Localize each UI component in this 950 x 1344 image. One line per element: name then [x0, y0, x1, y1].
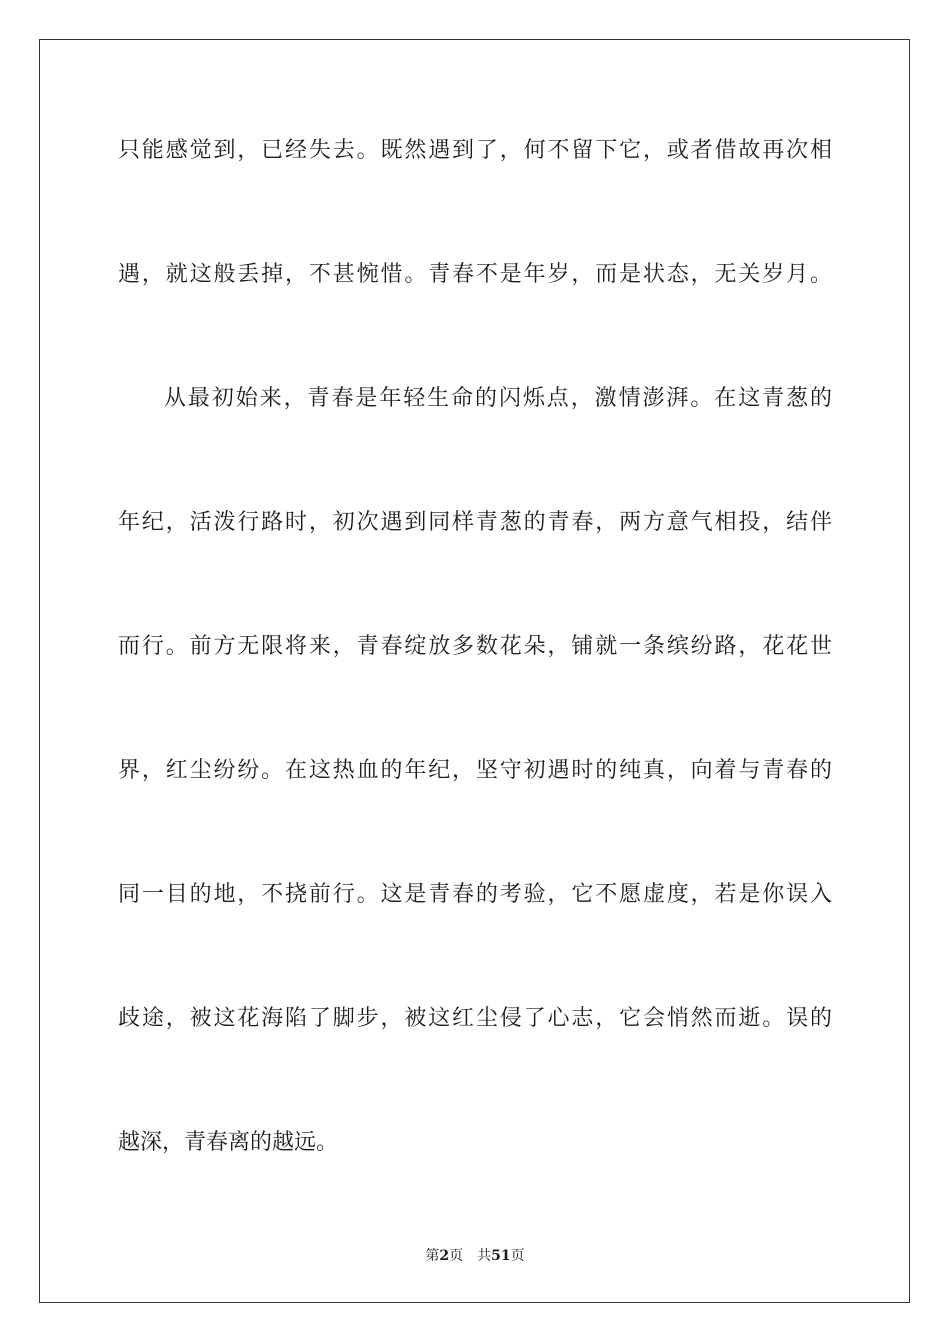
page-border: [39, 39, 910, 1303]
page-footer: [0, 1246, 950, 1266]
text-line-5: 而行。前方无限将来，青春绽放多数花朵，铺就一条缤纷路，花花世: [118, 634, 832, 659]
page-number: 2: [439, 1248, 450, 1264]
page-suffix: 页: [449, 1248, 464, 1264]
text-line-1: 只能感觉到，已经失去。既然遇到了，何不留下它，或者借故再次相: [118, 138, 832, 163]
text-line-7: 同一目的地，不挠前行。这是青春的考验，它不愿虚度，若是你误入: [118, 882, 832, 907]
text-line-4: 年纪，活泼行路时，初次遇到同样青葱的青春，两方意气相投，结伴: [118, 510, 832, 535]
text-line-8: 歧途，被这花海陷了脚步，被这红尘侵了心志，它会悄然而逝。误的: [118, 1006, 832, 1031]
text-line-2: 遇，就这般丢掉，不甚惋惜。青春不是年岁，而是状态，无关岁月。: [118, 262, 832, 287]
text-line-3-paragraph-start: 从最初始来，青春是年轻生命的闪烁点，激情澎湃。在这青葱的: [164, 386, 832, 411]
total-suffix: 页: [510, 1248, 525, 1264]
total-pages: 51: [491, 1248, 511, 1264]
total-prefix: 共: [477, 1248, 492, 1264]
page-prefix: 第: [425, 1248, 440, 1264]
text-line-6: 界，红尘纷纷。在这热血的年纪，坚守初遇时的纯真，向着与青春的: [118, 758, 832, 783]
text-line-9: 越深，青春离的越远。: [118, 1130, 339, 1155]
